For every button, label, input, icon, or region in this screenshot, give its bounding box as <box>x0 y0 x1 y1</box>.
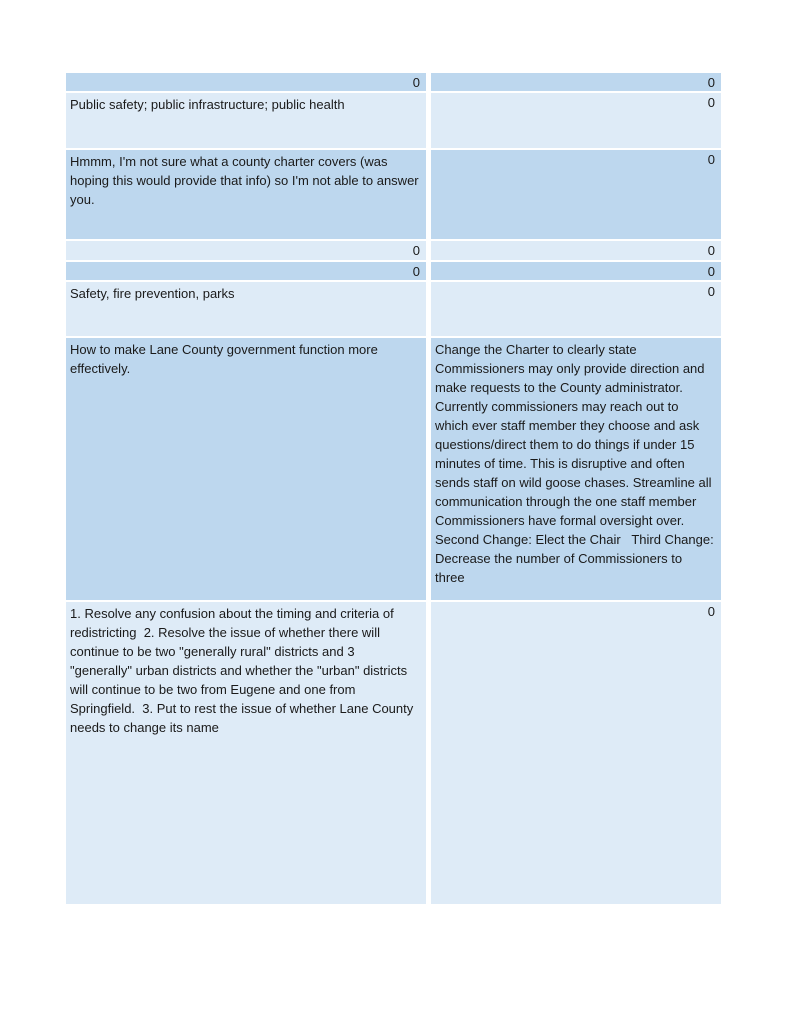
table-cell-row2-right: 0 <box>431 93 721 148</box>
table-cell-row5-right: 0 <box>431 262 721 280</box>
table-cell-row7-left: How to make Lane County government function more effectively. <box>66 338 426 600</box>
table-cell-row6-left: Safety, fire prevention, parks <box>66 282 426 336</box>
table-cell-row1-right: 0 <box>431 73 721 91</box>
table-cell-row7-right: Change the Charter to clearly state Commissioners may only provide direction and make requests to the County administrator. Currently commissioners may reach out to which ever staff member they choose and ask questions/direct them to do things if under 15 minutes of time. This is disruptive and often sends staff on wild goose chases. Streamline all communication through the one staff member Commissioners have formal oversight over. Second Change: Elect the Chair Third Change: Decrease the number of Commissioners to three <box>431 338 721 600</box>
table-cell-row3-right: 0 <box>431 150 721 239</box>
table-cell-row4-right: 0 <box>431 241 721 260</box>
table-cell-row1-left: 0 <box>66 73 426 91</box>
table-cell-row4-left: 0 <box>66 241 426 260</box>
table-cell-row6-right: 0 <box>431 282 721 336</box>
table-cell-row8-right: 0 <box>431 602 721 904</box>
table-cell-row3-left: Hmmm, I'm not sure what a county charter covers (was hoping this would provide that info) so I'm not able to answer you. <box>66 150 426 239</box>
table-cell-row8-left: 1. Resolve any confusion about the timing and criteria of redistricting 2. Resolve the issue of whether there will continue to be two "generally rural" districts and 3 "generally" urban districts and whether the "urban" districts will continue to be two from Eugene and one from Springfield. 3. Put to rest the issue of whether Lane County needs to change its name <box>66 602 426 904</box>
table-cell-row5-left: 0 <box>66 262 426 280</box>
survey-responses-table <box>66 73 721 904</box>
table-cell-row2-left: Public safety; public infrastructure; public health <box>66 93 426 148</box>
